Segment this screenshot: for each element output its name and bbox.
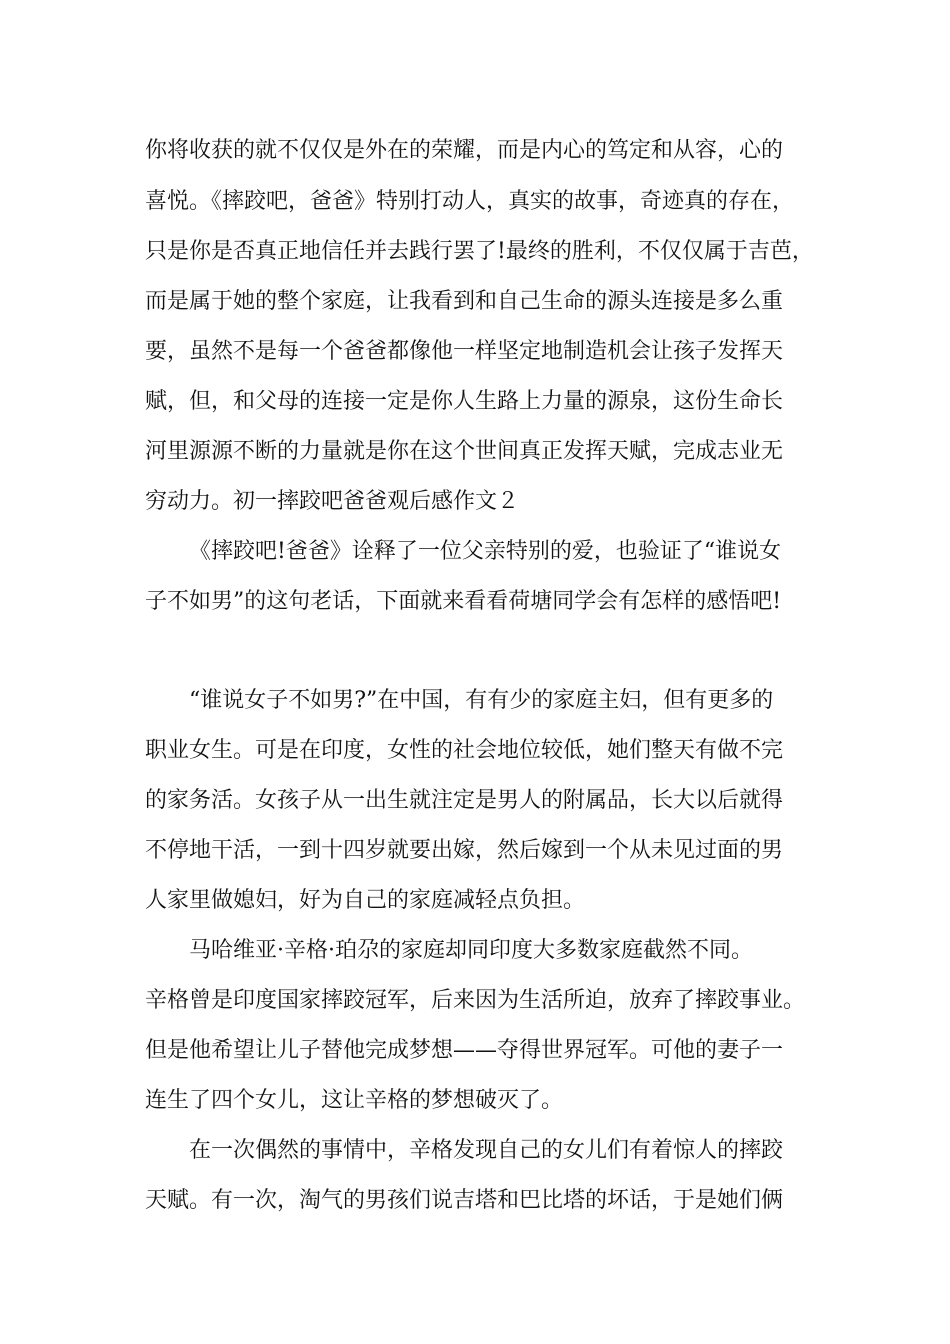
- text-line: 不停地干活，一到十四岁就要出嫁，然后嫁到一个从未见过面的男: [145, 838, 784, 863]
- text-line: 辛格曾是印度国家摔跤冠军，后来因为生活所迫，放弃了摔跤事业。: [145, 988, 806, 1013]
- text-line: 穷动力。初一摔跤吧爸爸观后感作文２: [145, 489, 520, 514]
- text-line: 天赋。有一次，淘气的男孩们说吉塔和巴比塔的坏话，于是她们俩: [145, 1188, 784, 1213]
- text-line: 要，虽然不是每一个爸爸都像他一样坚定地制造机会让孩子发挥天: [145, 339, 784, 364]
- text-line: 人家里做媳妇，好为自己的家庭减轻点负担。: [145, 888, 586, 913]
- text-line: 河里源源不断的力量就是你在这个世间真正发挥天赋，完成志业无: [145, 439, 784, 464]
- text-line: 但是他希望让儿子替他完成梦想——夺得世界冠军。可他的妻子一: [145, 1038, 784, 1063]
- text-line: 而是属于她的整个家庭，让我看到和自己生命的源头连接是多么重: [145, 289, 784, 314]
- text-line: 《摔跤吧!爸爸》诠释了一位父亲特别的爱，也验证了“谁说女: [189, 539, 782, 564]
- text-line: 子不如男”的这句老话，下面就来看看荷塘同学会有怎样的感悟吧!: [145, 589, 782, 614]
- text-line: 马哈维亚·辛格·珀尕的家庭却同印度大多数家庭截然不同。: [189, 938, 753, 963]
- text-line: 的家务活。女孩子从一出生就注定是男人的附属品，长大以后就得: [145, 788, 784, 813]
- text-line: 赋，但，和父母的连接一定是你人生路上力量的源泉，这份生命长: [145, 389, 784, 414]
- text-line: 职业女生。可是在印度，女性的社会地位较低，她们整天有做不完: [145, 738, 784, 763]
- text-line: 你将收获的就不仅仅是外在的荣耀，而是内心的笃定和从容，心的: [145, 138, 784, 163]
- text-line: 连生了四个女儿，这让辛格的梦想破灭了。: [145, 1088, 564, 1113]
- text-line: 在一次偶然的事情中，辛格发现自己的女儿们有着惊人的摔跤: [189, 1138, 784, 1163]
- text-line: 喜悦。《摔跤吧，爸爸》特别打动人，真实的故事，奇迹真的存在，: [145, 189, 795, 214]
- text-line: “谁说女子不如男?”在中国，有有少的家庭主妇，但有更多的: [189, 688, 774, 713]
- document-body: [145, 0, 813, 1344]
- text-line: 只是你是否真正地信任并去践行罢了!最终的胜利，不仅仅属于吉芭，: [145, 239, 814, 264]
